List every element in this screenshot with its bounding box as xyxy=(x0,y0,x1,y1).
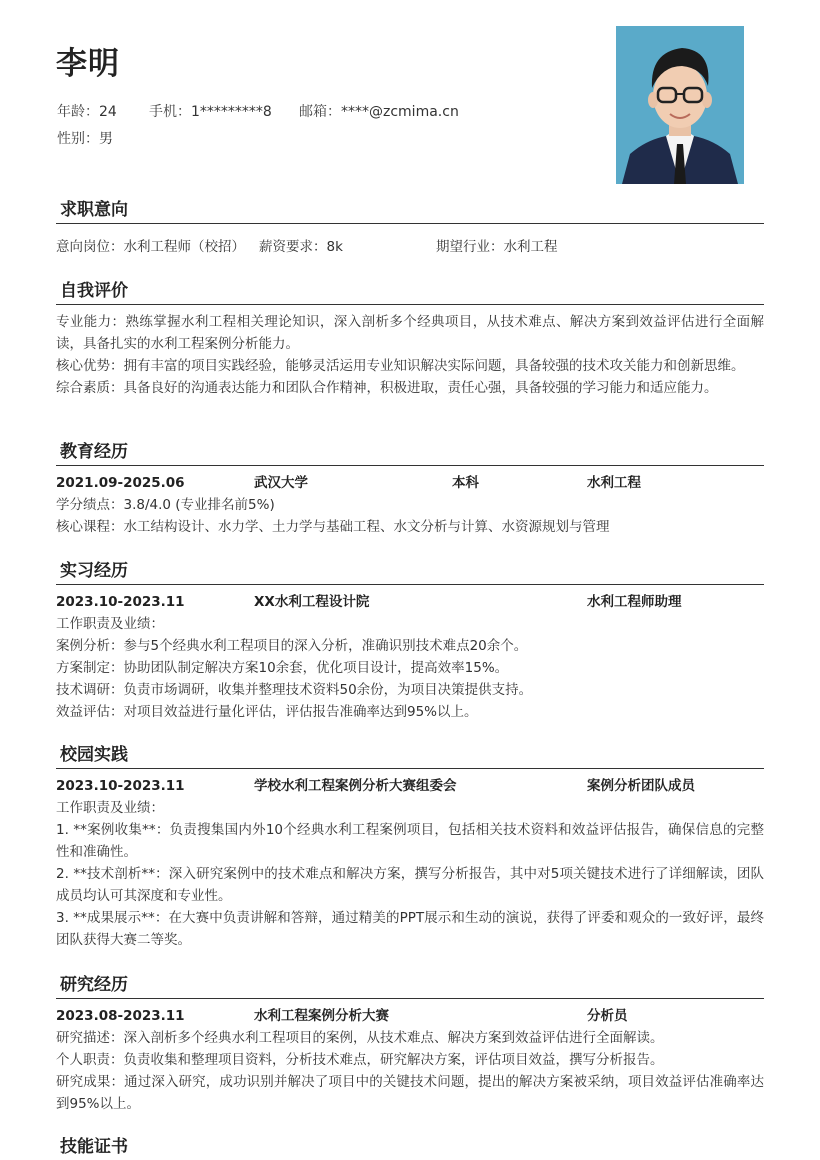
section-campus-practice xyxy=(56,742,764,951)
education-major: 水利工程 xyxy=(587,475,641,491)
education-line: 学分绩点：3.8/4.0 (专业排名前5%) xyxy=(56,497,275,513)
research-header-row xyxy=(56,1005,764,1027)
section-title: 校园实践 xyxy=(60,745,128,765)
section-title: 求职意向 xyxy=(60,200,128,220)
phone-field xyxy=(149,101,272,121)
campus-item: 1. **案例收集**：负责搜集国内外10个经典水利工程案例项目，包括相关技术资料和效益评估报告，确保信息的完整性和准确性。 xyxy=(56,822,764,860)
section-title: 实习经历 xyxy=(60,561,128,581)
self-eval-item: 综合素质：具备良好的沟通表达能力和团队合作精神，积极进取，责任心强，具备较强的学习能力和适应能力。 xyxy=(56,380,718,396)
section-internship xyxy=(56,558,764,723)
internship-header-row xyxy=(56,591,764,613)
education-period: 2021.09-2025.06 xyxy=(56,475,185,491)
section-divider xyxy=(56,465,764,466)
research-item: 研究描述：深入剖析多个经典水利工程项目的案例，从技术难点、解决方案到效益评估进行全面解读。 xyxy=(56,1030,664,1046)
section-title: 研究经历 xyxy=(60,975,128,995)
internship-line: 工作职责及业绩： xyxy=(56,616,164,632)
age-field xyxy=(57,101,117,121)
gender-label: 性别： xyxy=(57,131,99,147)
research-period: 2023.08-2023.11 xyxy=(56,1008,185,1024)
section-title: 教育经历 xyxy=(60,442,128,462)
section-job-intent xyxy=(56,197,764,258)
research-item: 研究成果：通过深入研究，成功识别并解决了项目中的关键技术问题，提出的解决方案被采纳，项目效益评估准确率达到95%以上。 xyxy=(56,1074,764,1112)
section-title: 技能证书 xyxy=(60,1137,128,1157)
email-label: 邮箱： xyxy=(299,104,341,120)
intent-row xyxy=(56,236,764,258)
section-skills xyxy=(56,1134,764,1160)
section-divider xyxy=(56,584,764,585)
internship-role: 水利工程师助理 xyxy=(587,594,682,610)
intent-industry: 期望行业：水利工程 xyxy=(436,239,558,255)
education-school: 武汉大学 xyxy=(254,475,308,491)
gender-value: 男 xyxy=(99,131,113,147)
campus-item: 3. **成果展示**：在大赛中负责讲解和答辩，通过精美的PPT展示和生动的演说，获得了评委和观众的一致好评，最终团队获得大赛二等奖。 xyxy=(56,910,764,948)
section-divider xyxy=(56,223,764,224)
age-label: 年龄： xyxy=(57,104,99,120)
intent-salary: 薪资要求：8k xyxy=(259,239,343,255)
campus-header-row xyxy=(56,775,764,797)
section-self-evaluation xyxy=(56,278,764,399)
campus-intro: 工作职责及业绩： xyxy=(56,800,164,816)
age-value: 24 xyxy=(99,104,117,120)
internship-line: 效益评估：对项目效益进行量化评估，评估报告准确率达到95%以上。 xyxy=(56,704,478,720)
internship-line: 方案制定：协助团队制定解决方案10余套，优化项目设计，提高效率15%。 xyxy=(56,660,509,676)
research-item: 个人职责：负责收集和整理项目资料，分析技术难点，研究解决方案，评估项目效益，撰写分析报告。 xyxy=(56,1052,664,1068)
internship-line: 技术调研：负责市场调研，收集并整理技术资料50余份，为项目决策提供支持。 xyxy=(56,682,533,698)
section-education xyxy=(56,439,764,538)
self-eval-item: 核心优势：拥有丰富的项目实践经验，能够灵活运用专业知识解决实际问题，具备较强的技术攻关能力和创新思维。 xyxy=(56,358,745,374)
candidate-name: 李明 xyxy=(56,46,120,82)
internship-company: XX水利工程设计院 xyxy=(254,594,370,610)
profile-photo xyxy=(616,26,744,184)
research-project: 水利工程案例分析大赛 xyxy=(254,1008,389,1024)
campus-organization: 学校水利工程案例分析大赛组委会 xyxy=(254,778,457,794)
campus-role: 案例分析团队成员 xyxy=(587,778,695,794)
education-header-row xyxy=(56,472,764,494)
phone-value: 1*********8 xyxy=(191,104,272,120)
section-research xyxy=(56,972,764,1115)
section-divider xyxy=(56,768,764,769)
section-divider xyxy=(56,998,764,999)
portrait-illustration xyxy=(616,26,744,184)
campus-item: 2. **技术剖析**：深入研究案例中的技术难点和解决方案，撰写分析报告，其中对5项关键技术进行了详细解读，团队成员均认可其深度和专业性。 xyxy=(56,866,764,904)
campus-period: 2023.10-2023.11 xyxy=(56,778,185,794)
gender-field xyxy=(57,128,113,148)
email-field xyxy=(299,101,459,121)
internship-period: 2023.10-2023.11 xyxy=(56,594,185,610)
internship-line: 案例分析：参与5个经典水利工程项目的深入分析，准确识别技术难点20余个。 xyxy=(56,638,528,654)
section-divider xyxy=(56,304,764,305)
section-title: 自我评价 xyxy=(60,281,128,301)
research-role: 分析员 xyxy=(587,1008,628,1024)
intent-position: 意向岗位：水利工程师（校招） xyxy=(56,239,245,255)
phone-label: 手机： xyxy=(149,104,191,120)
education-degree: 本科 xyxy=(452,475,479,491)
self-eval-item: 专业能力：熟练掌握水利工程相关理论知识，深入剖析多个经典项目，从技术难点、解决方案到效益评估进行全面解读，具备扎实的水利工程案例分析能力。 xyxy=(56,314,764,352)
email-value: ****@zcmima.cn xyxy=(341,104,459,120)
education-line: 核心课程：水工结构设计、水力学、土力学与基础工程、水文分析与计算、水资源规划与管理 xyxy=(56,519,610,535)
